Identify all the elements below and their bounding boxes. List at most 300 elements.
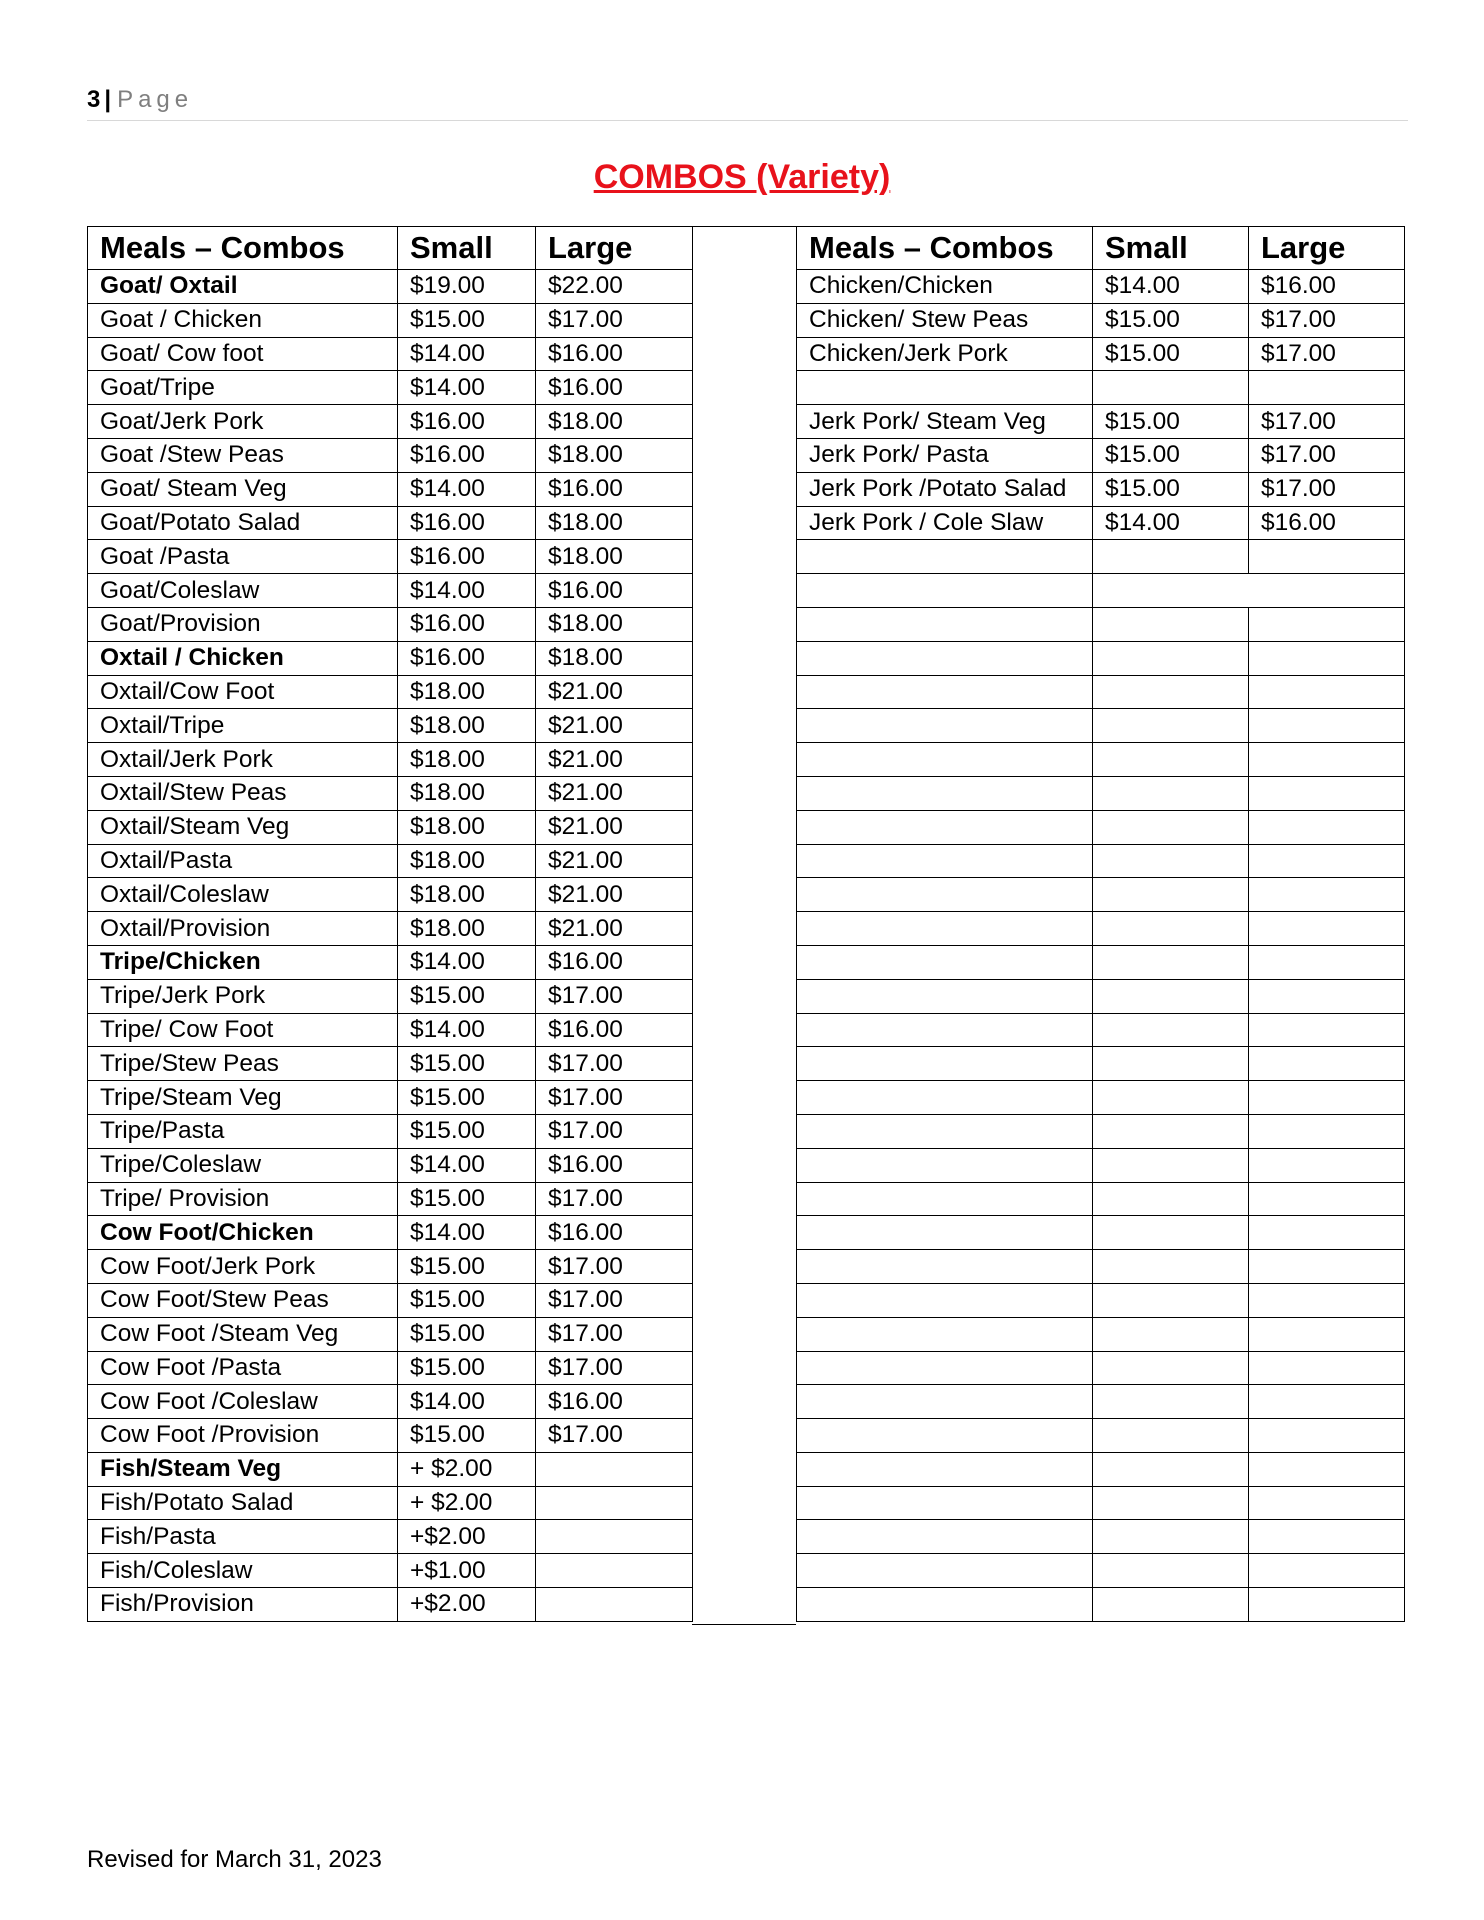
small-price-cell: +$2.00 <box>398 1520 536 1554</box>
small-price-cell: $15.00 <box>398 1114 536 1148</box>
meal-cell <box>797 1452 1093 1486</box>
table-row <box>88 303 693 337</box>
large-price-cell: $16.00 <box>536 1385 693 1419</box>
small-price-cell: $14.00 <box>398 574 536 608</box>
small-price-cell: $16.00 <box>398 405 536 439</box>
page-separator: | <box>104 86 112 113</box>
small-price-cell: $15.00 <box>398 1182 536 1216</box>
table-header-row <box>88 227 693 270</box>
meal-cell: Goat/Potato Salad <box>88 506 398 540</box>
small-price-cell <box>1093 1317 1249 1351</box>
table-row <box>88 1047 693 1081</box>
table-row <box>88 574 693 608</box>
table-row <box>797 1317 1405 1351</box>
meal-cell: Jerk Pork / Cole Slaw <box>797 506 1093 540</box>
large-price-cell: $21.00 <box>536 743 693 777</box>
small-price-cell: $15.00 <box>1093 405 1249 439</box>
large-price-cell: $16.00 <box>536 1013 693 1047</box>
large-price-cell: $17.00 <box>536 1114 693 1148</box>
table-row <box>88 743 693 777</box>
table-row <box>797 607 1405 641</box>
table-row <box>797 1047 1405 1081</box>
table-row <box>797 1013 1405 1047</box>
table-row <box>88 1114 693 1148</box>
page-header <box>87 86 1408 121</box>
large-price-cell: $21.00 <box>536 878 693 912</box>
table-row <box>88 337 693 371</box>
meal-cell: Cow Foot /Provision <box>88 1419 398 1453</box>
table-spacer-column <box>692 226 796 1625</box>
meal-cell: Tripe/Coleslaw <box>88 1148 398 1182</box>
large-price-cell <box>1249 743 1405 777</box>
table-row <box>797 709 1405 743</box>
small-price-cell <box>1093 743 1249 777</box>
large-price-cell: $21.00 <box>536 776 693 810</box>
large-price-cell <box>1249 1013 1405 1047</box>
meal-cell: Chicken/Jerk Pork <box>797 337 1093 371</box>
small-price-cell <box>1093 540 1249 574</box>
small-price-cell: $15.00 <box>398 979 536 1013</box>
table-row <box>797 1182 1405 1216</box>
large-price-cell <box>1249 810 1405 844</box>
small-price-cell <box>1093 1588 1249 1622</box>
large-price-cell <box>1249 1283 1405 1317</box>
combos-table-right <box>796 226 1405 1622</box>
large-price-cell: $18.00 <box>536 405 693 439</box>
meal-cell: Fish/Provision <box>88 1588 398 1622</box>
small-price-cell: $14.00 <box>398 1385 536 1419</box>
small-price-cell <box>1093 1182 1249 1216</box>
meal-cell: Oxtail/Coleslaw <box>88 878 398 912</box>
meal-cell: Jerk Pork/ Pasta <box>797 438 1093 472</box>
large-price-cell: $21.00 <box>536 844 693 878</box>
meal-cell: Chicken/ Stew Peas <box>797 303 1093 337</box>
small-price-cell: $18.00 <box>398 912 536 946</box>
meal-cell: Oxtail/Cow Foot <box>88 675 398 709</box>
meal-cell <box>797 1148 1093 1182</box>
column-header-meal: Meals – Combos <box>88 227 398 270</box>
table-row <box>88 675 693 709</box>
large-price-cell <box>1249 1148 1405 1182</box>
small-price-cell <box>1093 709 1249 743</box>
small-price-cell: $14.00 <box>398 371 536 405</box>
large-price-cell: $16.00 <box>536 945 693 979</box>
small-price-cell: $16.00 <box>398 607 536 641</box>
small-price-cell: $18.00 <box>398 675 536 709</box>
meal-cell: Goat/ Oxtail <box>88 270 398 304</box>
large-price-cell <box>1249 641 1405 675</box>
meal-cell: Chicken/Chicken <box>797 270 1093 304</box>
meal-cell: Oxtail/Stew Peas <box>88 776 398 810</box>
table-row <box>88 1216 693 1250</box>
small-price-cell <box>1093 1385 1249 1419</box>
table-row <box>88 506 693 540</box>
large-price-cell: $16.00 <box>1249 506 1405 540</box>
small-price-cell <box>1093 1013 1249 1047</box>
small-price-cell: $15.00 <box>1093 438 1249 472</box>
table-row <box>797 371 1405 405</box>
table-row <box>797 270 1405 304</box>
large-price-cell <box>1249 1216 1405 1250</box>
small-price-cell: $14.00 <box>398 1148 536 1182</box>
large-price-cell: $17.00 <box>1249 303 1405 337</box>
large-price-cell <box>536 1520 693 1554</box>
page-number: 3 <box>87 86 101 113</box>
page-label: Page <box>117 86 194 113</box>
table-row <box>797 1351 1405 1385</box>
table-row <box>88 1250 693 1284</box>
meal-cell: Oxtail/Pasta <box>88 844 398 878</box>
table-row <box>88 270 693 304</box>
table-row <box>797 1588 1405 1622</box>
small-price-cell: $15.00 <box>398 1081 536 1115</box>
large-price-cell <box>1249 1554 1405 1588</box>
meal-cell: Tripe/Pasta <box>88 1114 398 1148</box>
table-row <box>88 438 693 472</box>
small-price-cell: $18.00 <box>398 776 536 810</box>
meal-cell: Fish/Pasta <box>88 1520 398 1554</box>
table-row <box>88 844 693 878</box>
meal-cell <box>797 1013 1093 1047</box>
large-price-cell: $16.00 <box>536 472 693 506</box>
meal-cell: Goat/Provision <box>88 607 398 641</box>
meal-cell <box>797 371 1093 405</box>
meal-cell: Cow Foot/Chicken <box>88 1216 398 1250</box>
table-row <box>797 945 1405 979</box>
meal-cell: Tripe/ Provision <box>88 1182 398 1216</box>
large-price-cell <box>1249 1250 1405 1284</box>
table-row <box>797 438 1405 472</box>
small-price-cell <box>1093 1486 1249 1520</box>
small-price-cell <box>1093 1452 1249 1486</box>
small-price-cell <box>1093 1554 1249 1588</box>
large-price-cell: $17.00 <box>1249 438 1405 472</box>
meal-cell <box>797 641 1093 675</box>
meal-cell <box>797 1114 1093 1148</box>
small-price-cell: + $2.00 <box>398 1486 536 1520</box>
meal-cell: Oxtail/Steam Veg <box>88 810 398 844</box>
table-row <box>88 945 693 979</box>
meal-cell: Goat/ Steam Veg <box>88 472 398 506</box>
table-row <box>797 1385 1405 1419</box>
meal-cell <box>797 945 1093 979</box>
small-price-cell: $14.00 <box>1093 270 1249 304</box>
meal-cell <box>797 1216 1093 1250</box>
large-price-cell: $17.00 <box>536 1250 693 1284</box>
small-price-cell: $14.00 <box>398 1216 536 1250</box>
small-price-cell: $15.00 <box>1093 472 1249 506</box>
small-price-cell <box>1093 1047 1249 1081</box>
table-row <box>797 1216 1405 1250</box>
large-price-cell: $17.00 <box>536 303 693 337</box>
large-price-cell: $17.00 <box>1249 472 1405 506</box>
meal-cell: Fish/Potato Salad <box>88 1486 398 1520</box>
small-price-cell <box>1093 1114 1249 1148</box>
meal-cell <box>797 743 1093 777</box>
small-price-cell: $14.00 <box>1093 506 1249 540</box>
table-row <box>797 844 1405 878</box>
large-price-cell: $17.00 <box>536 1182 693 1216</box>
table-row <box>797 337 1405 371</box>
small-price-cell: $15.00 <box>398 1419 536 1453</box>
meal-cell: Fish/Steam Veg <box>88 1452 398 1486</box>
meal-cell <box>797 709 1093 743</box>
small-price-cell: $15.00 <box>398 303 536 337</box>
meal-cell <box>797 540 1093 574</box>
large-price-cell <box>1249 1385 1405 1419</box>
large-price-cell: $22.00 <box>536 270 693 304</box>
large-price-cell <box>1249 1047 1405 1081</box>
large-price-cell: $21.00 <box>536 810 693 844</box>
small-price-cell <box>1093 878 1249 912</box>
meal-cell: Cow Foot/Stew Peas <box>88 1283 398 1317</box>
meal-cell <box>797 810 1093 844</box>
table-row <box>88 641 693 675</box>
table-header-row <box>797 227 1405 270</box>
table-row <box>88 1148 693 1182</box>
meal-cell <box>797 844 1093 878</box>
page-title: COMBOS (Variety) <box>593 158 891 196</box>
large-price-cell <box>1249 844 1405 878</box>
meal-cell <box>797 607 1093 641</box>
table-row <box>88 1419 693 1453</box>
table-row <box>88 878 693 912</box>
large-price-cell <box>1249 776 1405 810</box>
table-row <box>88 1588 693 1622</box>
small-price-cell: $18.00 <box>398 709 536 743</box>
meal-cell <box>797 1588 1093 1622</box>
table-row <box>797 1486 1405 1520</box>
small-price-cell: +$2.00 <box>398 1588 536 1622</box>
large-price-cell <box>536 1452 693 1486</box>
small-price-cell <box>1093 979 1249 1013</box>
small-price-cell: $14.00 <box>398 945 536 979</box>
small-price-cell: $18.00 <box>398 844 536 878</box>
large-price-cell: $21.00 <box>536 912 693 946</box>
table-row <box>797 506 1405 540</box>
column-header-small: Small <box>1093 227 1249 270</box>
revision-note: Revised for March 31, 2023 <box>87 1846 382 1873</box>
large-price-cell <box>1249 1419 1405 1453</box>
meal-cell: Goat/ Cow foot <box>88 337 398 371</box>
meal-cell: Goat / Chicken <box>88 303 398 337</box>
small-price-cell <box>1093 371 1249 405</box>
large-price-cell: $18.00 <box>536 641 693 675</box>
small-price-cell <box>1093 1351 1249 1385</box>
meal-cell <box>797 1283 1093 1317</box>
large-price-cell <box>1249 709 1405 743</box>
large-price-cell <box>536 1486 693 1520</box>
small-price-cell <box>1093 912 1249 946</box>
table-row <box>88 371 693 405</box>
table-row <box>88 1554 693 1588</box>
small-price-cell <box>1093 1250 1249 1284</box>
meal-cell <box>797 1047 1093 1081</box>
large-price-cell: $16.00 <box>536 337 693 371</box>
large-price-cell: $16.00 <box>536 371 693 405</box>
meal-cell <box>797 1385 1093 1419</box>
meal-cell <box>797 1554 1093 1588</box>
small-price-cell: $16.00 <box>398 641 536 675</box>
small-price-cell: $14.00 <box>398 337 536 371</box>
table-row <box>88 979 693 1013</box>
meal-cell: Jerk Pork/ Steam Veg <box>797 405 1093 439</box>
table-row <box>797 574 1405 608</box>
large-price-cell: $17.00 <box>536 1081 693 1115</box>
table-row <box>797 810 1405 844</box>
meal-cell: Cow Foot/Jerk Pork <box>88 1250 398 1284</box>
large-price-cell <box>1249 1452 1405 1486</box>
small-price-cell: $15.00 <box>398 1317 536 1351</box>
meal-cell: Tripe/Steam Veg <box>88 1081 398 1115</box>
large-price-cell: $18.00 <box>536 506 693 540</box>
meal-cell <box>797 1419 1093 1453</box>
large-price-cell: $17.00 <box>536 1419 693 1453</box>
large-price-cell <box>1249 1081 1405 1115</box>
small-price-cell: $19.00 <box>398 270 536 304</box>
table-row <box>797 303 1405 337</box>
small-price-cell: $15.00 <box>1093 303 1249 337</box>
small-price-cell: $15.00 <box>398 1047 536 1081</box>
small-price-cell <box>1093 641 1249 675</box>
small-price-cell <box>1093 1283 1249 1317</box>
meal-cell <box>797 1486 1093 1520</box>
combos-table-left <box>87 226 693 1622</box>
meal-cell <box>797 979 1093 1013</box>
table-row <box>797 1081 1405 1115</box>
table-row <box>797 979 1405 1013</box>
small-price-cell: $15.00 <box>398 1283 536 1317</box>
large-price-cell: $21.00 <box>536 675 693 709</box>
meal-cell <box>797 1081 1093 1115</box>
large-price-cell <box>1249 945 1405 979</box>
large-price-cell: $16.00 <box>536 1216 693 1250</box>
large-price-cell <box>1249 979 1405 1013</box>
large-price-cell: $18.00 <box>536 607 693 641</box>
meal-cell: Fish/Coleslaw <box>88 1554 398 1588</box>
meal-cell <box>797 912 1093 946</box>
small-price-cell <box>1093 1081 1249 1115</box>
large-price-cell: $16.00 <box>536 574 693 608</box>
meal-cell <box>797 1351 1093 1385</box>
large-price-cell <box>536 1554 693 1588</box>
small-price-cell <box>1093 1216 1249 1250</box>
meal-cell: Tripe/ Cow Foot <box>88 1013 398 1047</box>
meal-cell: Cow Foot /Steam Veg <box>88 1317 398 1351</box>
large-price-cell <box>1249 540 1405 574</box>
meal-cell: Oxtail/Provision <box>88 912 398 946</box>
large-price-cell <box>1249 1588 1405 1622</box>
large-price-cell: $16.00 <box>536 1148 693 1182</box>
small-price-cell <box>1093 1520 1249 1554</box>
large-price-cell: $17.00 <box>536 1047 693 1081</box>
meal-cell: Oxtail / Chicken <box>88 641 398 675</box>
large-price-cell <box>1249 607 1405 641</box>
meal-cell: Goat/Tripe <box>88 371 398 405</box>
table-row <box>88 405 693 439</box>
small-price-cell: $14.00 <box>398 472 536 506</box>
small-price-cell: +$1.00 <box>398 1554 536 1588</box>
large-price-cell: $17.00 <box>536 1283 693 1317</box>
large-price-cell <box>1249 1114 1405 1148</box>
small-price-cell: $18.00 <box>398 878 536 912</box>
small-price-cell <box>1093 844 1249 878</box>
meal-cell: Goat/Jerk Pork <box>88 405 398 439</box>
meal-cell <box>797 675 1093 709</box>
table-row <box>88 540 693 574</box>
small-price-cell: $16.00 <box>398 540 536 574</box>
large-price-cell: $18.00 <box>536 438 693 472</box>
large-price-cell <box>1249 878 1405 912</box>
small-price-cell <box>1093 810 1249 844</box>
small-price-cell <box>1093 607 1249 641</box>
meal-cell: Oxtail/Tripe <box>88 709 398 743</box>
table-row <box>88 1452 693 1486</box>
meal-cell <box>797 878 1093 912</box>
large-price-cell <box>1249 1351 1405 1385</box>
small-price-cell: $15.00 <box>398 1351 536 1385</box>
meal-cell <box>797 574 1093 608</box>
large-price-cell <box>1249 1182 1405 1216</box>
large-price-cell: $17.00 <box>1249 337 1405 371</box>
large-price-cell <box>1249 371 1405 405</box>
large-price-cell: $21.00 <box>536 709 693 743</box>
table-row <box>797 1452 1405 1486</box>
table-row <box>88 1486 693 1520</box>
column-header-large: Large <box>536 227 693 270</box>
column-header-small: Small <box>398 227 536 270</box>
meal-cell <box>797 1317 1093 1351</box>
table-row <box>88 1081 693 1115</box>
meal-cell <box>797 1250 1093 1284</box>
table-row <box>88 472 693 506</box>
column-header-meal: Meals – Combos <box>797 227 1093 270</box>
small-price-cell: $16.00 <box>398 506 536 540</box>
meal-cell <box>797 1182 1093 1216</box>
small-price-cell <box>1093 1419 1249 1453</box>
large-price-cell: $18.00 <box>536 540 693 574</box>
meal-cell: Oxtail/Jerk Pork <box>88 743 398 777</box>
small-price-cell: + $2.00 <box>398 1452 536 1486</box>
table-row <box>88 1385 693 1419</box>
table-row <box>88 1182 693 1216</box>
table-row <box>88 1520 693 1554</box>
meal-cell: Cow Foot /Coleslaw <box>88 1385 398 1419</box>
small-price-cell: $15.00 <box>1093 337 1249 371</box>
table-row <box>797 1520 1405 1554</box>
table-row <box>88 1013 693 1047</box>
table-row <box>797 405 1405 439</box>
large-price-cell <box>536 1588 693 1622</box>
small-price-cell: $15.00 <box>398 1250 536 1284</box>
meal-cell: Tripe/Jerk Pork <box>88 979 398 1013</box>
table-row <box>88 912 693 946</box>
small-price-cell: $18.00 <box>398 810 536 844</box>
table-row <box>797 1114 1405 1148</box>
large-price-cell <box>1249 675 1405 709</box>
table-row <box>797 878 1405 912</box>
large-price-cell <box>1249 1317 1405 1351</box>
table-row <box>797 472 1405 506</box>
table-row <box>797 1554 1405 1588</box>
table-row <box>797 912 1405 946</box>
table-row <box>797 675 1405 709</box>
column-header-large: Large <box>1249 227 1405 270</box>
table-row <box>88 1283 693 1317</box>
large-price-cell: $17.00 <box>536 1317 693 1351</box>
meal-cell: Jerk Pork /Potato Salad <box>797 472 1093 506</box>
meal-cell <box>797 776 1093 810</box>
